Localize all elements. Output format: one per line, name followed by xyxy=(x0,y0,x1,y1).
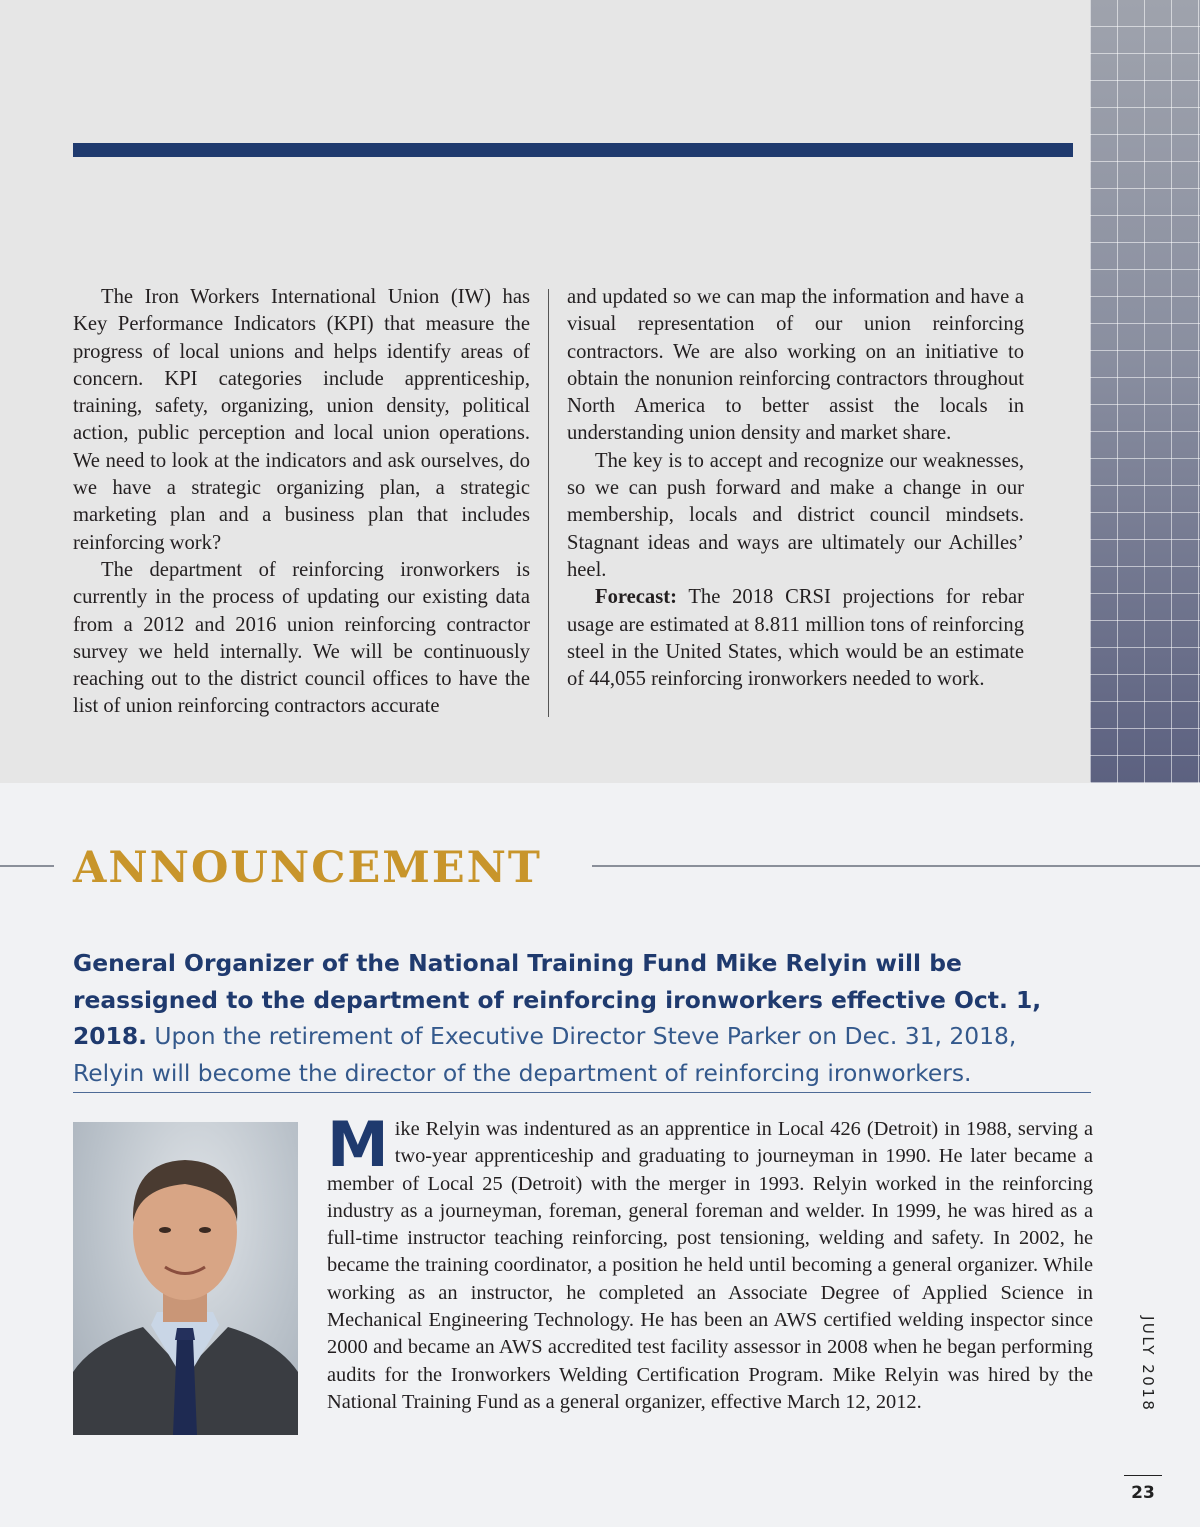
announcement-lead xyxy=(73,945,1093,1091)
folio-issue-date: JULY 2018 xyxy=(1139,1316,1157,1413)
paragraph: The key is to accept and recognize our weaknesses, so we can push forward and make a change in our membership, locals and district council mindsets. Stagnant ideas and ways are ultimately our Achilles’ heel. xyxy=(567,449,1024,581)
section-rule xyxy=(73,143,1073,157)
paragraph: and updated so we can map the information and have a visual representation of our union reinforcing contractors. We are also working on an initiative to obtain the nonunion reinforcing contractors throughout North America to better assist the locals in understanding union density and market share. xyxy=(567,286,1024,445)
announcement-lead-bold: General Organizer of the National Training Fund Mike Relyin will be reassigned to the department of reinforcing ironworkers effective Oct. 1, 2018. xyxy=(73,949,1042,1050)
heading-rule-left xyxy=(0,865,54,867)
column-divider xyxy=(548,289,549,717)
article-column-left xyxy=(73,284,530,721)
decorative-grid-strip xyxy=(1090,0,1200,783)
paragraph: The department of reinforcing ironworkers is currently in the process of updating our existing data from a 2012 and 2016 union reinforcing contractor survey we held internally. We will be continuously reaching out to the district council offices to have the list of union reinforcing contractors accurate xyxy=(73,558,530,718)
portrait-illustration xyxy=(73,1122,298,1435)
paragraph-forecast xyxy=(567,584,1024,693)
paragraph: The Iron Workers International Union (IW) has Key Performance Indicators (KPI) that measure the progress of local unions and helps identify areas of concern. KPI categories include apprenticeship, training, safety, organizing, union density, political action, public perception and local union operations. We need to look at the indicators and ask ourselves, do we have a strategic organizing plan, a strategic marketing plan and a business plan that includes reinforcing work? xyxy=(73,286,530,554)
forecast-label: Forecast: xyxy=(595,586,677,609)
folio-rule xyxy=(1124,1475,1162,1476)
bio-paragraph xyxy=(327,1108,1093,1416)
forecast-body: The 2018 CRSI projections for rebar usage are estimated at 8.811 million tons of reinforcing steel in the United States, which would be an estimate of 44,055 reinforcing ironworkers needed to work. xyxy=(567,586,1024,691)
heading-rule-right xyxy=(592,865,1200,867)
announcement-lead-rest: Upon the retirement of Executive Director Steve Parker on Dec. 31, 2018, Relyin will become the director of the department of reinforcing ironworkers. xyxy=(73,1022,1017,1087)
drop-cap: M xyxy=(327,1108,389,1181)
portrait-photo xyxy=(73,1122,298,1435)
bio-body: ike Relyin was indentured as an apprentice in Local 426 (Detroit) in 1988, serving a two-year apprenticeship and graduating to journeyman in 1990. He later became a member of Local 25 (Detroit) with the merger in 1993. Relyin worked in the reinforcing industry as a journeyman, foreman, general foreman and welder. In 1999, he was hired as a full-time instructor teaching reinforcing, post tensioning, welding and safety. In 2002, he became the training coordinator, a position he held until becoming a general organizer. While working as an instructor, he completed an Associate Degree of Applied Science in Mechanical Engineering Technology. He has been an AWS certified welding inspector since 2000 and became an AWS accredited test facility assessor in 2008 when he began performing audits for the Ironworkers Welding Certification Program. Mike Relyin was hired by the National Training Fund as a general organizer, effective March 12, 2012. xyxy=(327,1118,1093,1413)
article-column-right xyxy=(567,284,1024,693)
announcement-heading: ANNOUNCEMENT xyxy=(73,843,542,893)
lead-underline xyxy=(73,1092,1091,1093)
page-number: 23 xyxy=(1131,1483,1155,1503)
